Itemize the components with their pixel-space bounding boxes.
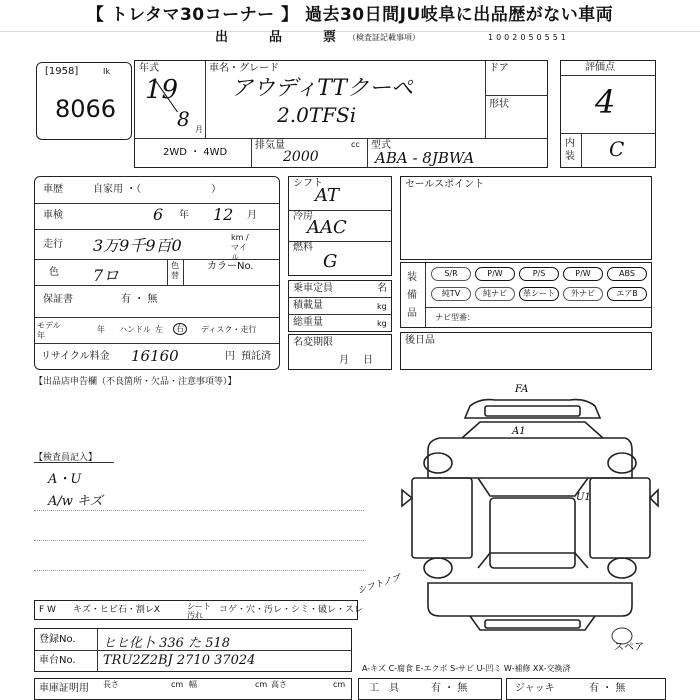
registration-value: ヒヒ化卜 336 た 518 [103, 636, 231, 651]
fuel-label: 燃料 [293, 242, 313, 253]
equipment-option: P/W [475, 267, 515, 281]
capacity-label: 乗車定員 [293, 283, 333, 294]
weight-unit: kg [377, 319, 387, 328]
aircon-label: 冷房 [293, 211, 313, 222]
inspector-line2: A/w キズ [48, 494, 103, 509]
recycle-unit: 円 [225, 351, 235, 362]
shift-box [288, 176, 392, 276]
warranty-label: 保証書 [43, 294, 73, 305]
inspection-month-unit: 月 [247, 210, 257, 221]
header-serial: 1002050551 [488, 33, 569, 42]
history-label: 車歴 [43, 184, 63, 195]
recycle-value: 16160 [131, 347, 179, 365]
load-unit: kg [377, 302, 387, 311]
tools-box [358, 678, 502, 700]
equipment-option: P/W [563, 267, 603, 281]
registration-box [34, 628, 352, 672]
equipment-label: 装備品 [407, 272, 417, 319]
drive-options: 2WD ・ 4WD [163, 147, 228, 158]
color-label: 色 [49, 267, 59, 278]
equipment-option: 純TV [431, 287, 471, 301]
cert-unit-2: cm [255, 680, 268, 689]
chassis-value: TRU2Z2BJ 2710 37024 [103, 653, 256, 668]
equipment-option: ABS [607, 267, 647, 281]
interior-value: C [609, 137, 625, 161]
label-spare: スペア [614, 642, 644, 653]
model-year-label: モデル年 [37, 321, 61, 340]
label-sheet: シフトノブ [356, 573, 402, 597]
fw-right: コゲ・穴・汚レ・シミ・破レ・スレ [219, 605, 364, 615]
car-damage-diagram [356, 378, 660, 653]
color-no-label: カラーNo. [207, 261, 254, 272]
weight-label: 総重量 [293, 317, 323, 328]
shape-label: 形状 [489, 99, 509, 110]
later-date-label: 後日品 [405, 335, 435, 346]
jack-label: ジャッキ [515, 683, 555, 694]
month-unit: 月 [195, 125, 203, 134]
lot-code: [1958] [45, 66, 79, 77]
handle-right: 右 [173, 323, 187, 335]
shift-label: シフト [293, 178, 323, 189]
displacement-label: 排気量 [255, 140, 285, 151]
color-change-label: 色替 [171, 261, 179, 280]
sales-point-box [400, 176, 652, 260]
jack-box [506, 678, 666, 700]
chassis-label: 車台No. [39, 655, 76, 666]
history-value: 自家用 ・（ ） [93, 184, 222, 195]
banner: 【 トレタマ30コーナー 】 過去30日間JU岐阜に出品歴がない車両 [0, 0, 700, 32]
cert-unit-3: cm [333, 680, 346, 689]
fuel-value: G [323, 251, 338, 272]
fw-box [34, 600, 364, 620]
fw-sheet: シート汚れ [187, 602, 211, 620]
fw-text: キズ・ヒビ石・割レX [73, 605, 160, 615]
name-change-box [288, 334, 392, 370]
label-fa: FA [515, 384, 529, 395]
registration-label: 登録No. [39, 634, 76, 645]
label-a1: A1 [512, 426, 526, 437]
equipment-option: 外ナビ [563, 287, 603, 301]
equipment-option: エアB [607, 287, 647, 301]
name-change-unit: 月日 [339, 355, 387, 366]
recycle-label: リサイクル料金 [41, 351, 110, 362]
car-name: アウディTTクーペ [231, 76, 413, 101]
car-label: 車名・グレード [209, 63, 279, 74]
inspection-label: 車検 [43, 210, 63, 221]
inspection-year-unit: 年 [179, 210, 189, 221]
car-grade: 2.0TFSi [277, 103, 357, 127]
later-date-box [400, 332, 652, 370]
equipment-option: S/R [431, 267, 471, 281]
capacity-unit: 名 [377, 283, 387, 294]
model-year-unit: 年 [97, 325, 105, 334]
inspector-label: 【検査員記入】 [34, 453, 98, 463]
header-partial: 出 品 票 [215, 30, 351, 45]
handle-label: ハンドル [119, 325, 151, 334]
rating-box [560, 60, 656, 168]
fw-label: F W [39, 605, 56, 615]
navi-model: ナビ型番： [435, 313, 475, 322]
shift-value: AT [315, 185, 340, 206]
equipment-option: P/S [519, 267, 559, 281]
color-value: 7ロ [93, 266, 120, 285]
cert-length: 長さ [103, 680, 119, 689]
header-sub: （検査証記載事項） [348, 33, 420, 42]
rating-value: 4 [595, 83, 616, 121]
condition-box [34, 176, 280, 370]
handle-left: 左 [155, 325, 163, 334]
warranty-value: 有 ・ 無 [121, 294, 158, 305]
month-value: 8 [177, 107, 190, 131]
lot-suffix: Ik [103, 67, 110, 76]
equipment-box [400, 262, 652, 328]
cert-unit-1: cm [171, 680, 184, 689]
year-value: 19 [145, 75, 179, 105]
tools-label: 工 具 [369, 683, 399, 694]
tools-value: 有 ・ 無 [431, 683, 468, 694]
inspection-year: 6 [153, 205, 164, 224]
interior-label: 内装 [565, 138, 575, 162]
disk-label: ディスク・走行 [201, 325, 257, 334]
displacement-value: 2000 [283, 149, 319, 165]
mileage-label: 走行 [43, 239, 63, 250]
mileage-value: 3万9千9百0 [93, 236, 182, 255]
equipment-option: 純ナビ [475, 287, 515, 301]
displacement-unit: cc [351, 140, 360, 149]
sales-point-label: セールスポイント [405, 179, 485, 190]
label-u1: U1 [576, 492, 591, 503]
aircon-value: AAC [307, 217, 347, 238]
mileage-unit: km / マイル [231, 233, 249, 262]
jack-value: 有 ・ 無 [589, 683, 626, 694]
name-change-label: 名変期限 [293, 337, 333, 348]
vehicle-info-box [134, 60, 548, 168]
year-label: 年式 [139, 63, 159, 74]
inspector-line1: A・U [48, 472, 82, 487]
lot-number: 8066 [55, 95, 117, 123]
model-value: ABA - 8JBWA [375, 149, 475, 167]
rating-label: 評価点 [585, 62, 615, 73]
equipment-option: 革シート [519, 287, 559, 301]
cert-height: 高さ [271, 680, 287, 689]
legend: A-キズ C-腐食 E-エクボ S-サビ U-凹ミ W-補修 XX-交換済 [362, 664, 571, 673]
cert-label: 車庫証明用 [39, 683, 89, 694]
load-label: 積載量 [293, 300, 323, 311]
cert-box [34, 678, 352, 700]
recycle-deposit: 預託済 [241, 351, 271, 362]
model-label: 型式 [371, 140, 391, 151]
door-label: ドア [489, 63, 509, 74]
lot-box [36, 62, 132, 140]
store-notes-label: 【出品店申告欄（不良箇所・欠品・注意事項等）】 [34, 377, 237, 387]
capacity-box [288, 280, 392, 332]
cert-width: 幅 [189, 680, 197, 689]
inspection-month: 12 [213, 205, 234, 224]
